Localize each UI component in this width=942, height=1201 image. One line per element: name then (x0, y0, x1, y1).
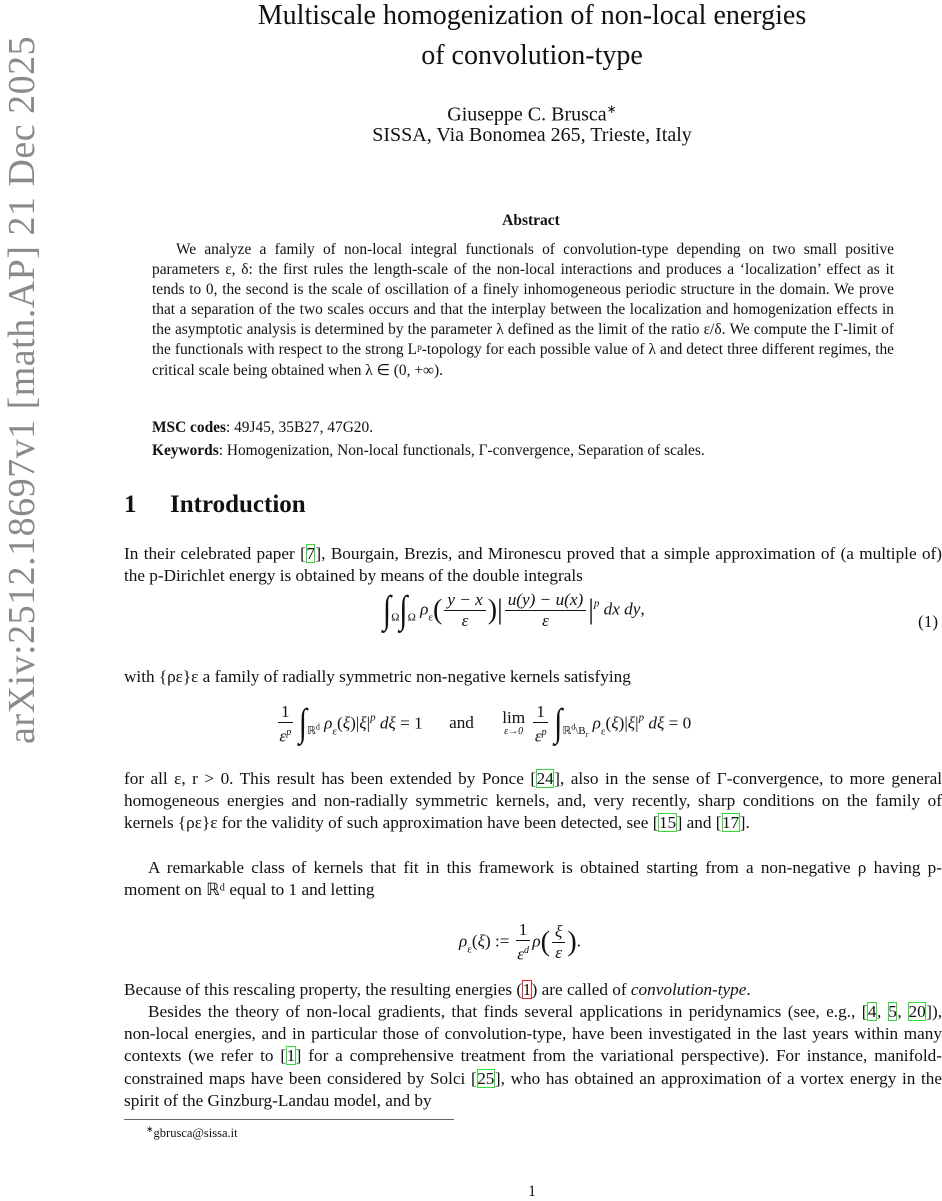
intro-paragraph-1: In their celebrated paper [7], Bourgain, Brezis, and Mironescu proved that a simple approximation of (a multiple of) the p-Dirichlet energy is obtained by means of the double integrals (124, 544, 942, 586)
text: for all ε, r > 0. This result has been extended by Ponce (124, 769, 531, 788)
equation-ref-link[interactable]: 1 (522, 980, 532, 999)
text: . (745, 813, 750, 833)
section-number: 1 (124, 491, 137, 518)
intro-paragraph-4: A remarkable class of kernels that fit in this framework is obtained starting from a non-negative ρ having p-moment on ℝᵈ equal to 1 and letting (124, 858, 942, 900)
citation-link[interactable]: 1 (286, 1046, 296, 1066)
text: , who has obtained an approximation of a vortex energy in the spirit of the Ginzburg-Landau model, and by (124, 1068, 942, 1110)
intro-paragraph-2: with {ρε}ε a family of radially symmetric non-negative kernels satisfying (124, 667, 631, 686)
citation-link[interactable]: 15 (658, 813, 677, 833)
citation-link[interactable]: 24 (536, 769, 554, 788)
text: for a comprehensive treatment from the variational perspective). For instance, manifold-constrained maps have been considered by Solci (124, 1046, 942, 1088)
footnote-email[interactable]: gbrusca@sissa.it (153, 1126, 238, 1141)
text: . (746, 980, 751, 999)
text: Besides the theory of non-local gradients, that finds several applications in peridynamics (see, e.g., (148, 1002, 862, 1021)
author-affiliation: SISSA, Via Bonomea 265, Trieste, Italy (372, 124, 692, 146)
equation-1: $\int_\Omega\int_\Omega$ $\rho_\varepsilon$( $\frac{y - x}{\varepsilon}$ )| $\frac{u(y) - u(x)}{\varepsilon}$ $|^p$ dx dy, (383, 588, 645, 632)
equation-3: $\rho_\varepsilon(\xi)$ := $\frac{1}{\varepsilon^d}$ ρ( $\frac{\xi}{\varepsilon}$ ). (459, 920, 581, 964)
msc-codes (152, 418, 894, 438)
citation-link[interactable]: 5 (888, 1002, 897, 1021)
text: and (682, 813, 716, 833)
abstract-heading: Abstract (502, 212, 560, 229)
emphasis-text: convolution-type (630, 980, 747, 999)
intro-paragraph-6: Besides the theory of non-local gradients, that finds several applications in peridynamics (see, e.g., [4, 5, 20]), non-local energies, and in particular those of convolution-type, have been investigated in the last years within many contexts (we refer to [1] for a comprehensive treatment from the variational perspective). For instance, manifold-constrained maps have been considered by Solci [25], who has obtained an approximation of a vortex energy in the spirit of the Ginzburg-Landau model, and by (124, 1002, 942, 1110)
author-name-text: Giuseppe C. Brusca (447, 103, 607, 126)
citation-link[interactable]: 4 (867, 1002, 877, 1021)
text: In their celebrated paper (124, 544, 301, 563)
msc-value: : 49J45, 35B27, 47G20. (225, 419, 374, 436)
text: ) are called of (531, 980, 631, 999)
text: Because of this rescaling property, the resulting energies ( (124, 980, 523, 999)
separator: , (897, 1002, 909, 1021)
equation-2: $\frac{1}{\varepsilon^p}$ $\int_{ℝ^d}$ $\rho_\varepsilon(\xi)|\xi|^p$ dξ = 1 and lim ε→0 $\frac{1}{\varepsilon^p}$ $\int_{ℝ^d\backslash B_r}$ $\rho_\varepsilon(\xi)|\xi|^p$ dξ = 0 (279, 702, 692, 746)
footnote-mark: ∗ (146, 1124, 154, 1134)
text: ), non-local energies, and in particular those of convolution-type, have been investigated in the last years within many contexts (we refer to (124, 1002, 942, 1066)
equation-and: and (449, 713, 474, 733)
footnote-rule (124, 1119, 454, 1120)
separator: , (877, 1002, 888, 1021)
author-footnote-mark[interactable]: ∗ (606, 102, 617, 116)
keywords (152, 441, 894, 461)
citation-link[interactable]: 25 (477, 1068, 495, 1088)
abstract-text: We analyze a family of non-local integral functionals of convolution-type depending on two small positive parameters ε, δ: the first rules the length-scale of the non-local interactions and produces a ‘localization’ effect as it tends to 0, the second is the scale of oscillation of a finely inhomogeneous periodic structure in the domain. We prove that a separation of the two scales occurs and that the interplay between the localization and homogenization effects in the asymptotic analysis is determined by the parameter λ defined as the limit of the ratio ε/δ. We compute the Γ-limit of the functionals with respect to the strong Lᵖ-topology for each possible value of λ and detect three different regimes, the critical scale being obtained when λ ∈ (0, +∞). (152, 241, 894, 379)
paper-title-line-2: of convolution-type (421, 40, 643, 71)
footnote (146, 1124, 238, 1141)
section-heading (124, 491, 306, 519)
paper-title-line-1: Multiscale homogenization of non-local energies (257, 0, 807, 31)
citation-link[interactable]: 17 (722, 813, 740, 833)
citation-link[interactable]: 7 (306, 544, 315, 563)
intro-paragraph-5 (124, 979, 942, 1001)
equation-1-label: (1) (918, 612, 939, 631)
text: , also in the sense of Γ-convergence, to more general homogeneous energies and non-radially symmetric kernels, and, very recently, sharp conditions on the family of kernels {ρε}ε for the validity of such approximation have been detected, see (124, 769, 942, 833)
intro-paragraph-3: for all ε, r > 0. This result has been extended by Ponce [24], also in the sense of Γ-convergence, to more general homogeneous energies and non-radially symmetric kernels, and, very recently, sharp conditions on the family of kernels {ρε}ε for the validity of such approximation have been detected, see [15] and [17]. (124, 769, 942, 833)
section-title: Introduction (170, 491, 306, 518)
citation-link[interactable]: 20 (908, 1002, 926, 1021)
page-number: 1 (528, 1183, 536, 1200)
msc-label: MSC codes (152, 419, 226, 436)
keywords-label: Keywords (152, 442, 219, 459)
keywords-value: : Homogenization, Non-local functionals, Γ-convergence, Separation of scales. (218, 442, 705, 459)
text: , Bourgain, Brezis, and Mironescu proved that a simple approximation of (a multiple of) the p-Dirichlet energy is obtained by means of the double integrals (124, 544, 942, 586)
arxiv-stamp: arXiv:2512.18697v1 [math.AP] 21 Dec 2025 (1, 35, 43, 744)
